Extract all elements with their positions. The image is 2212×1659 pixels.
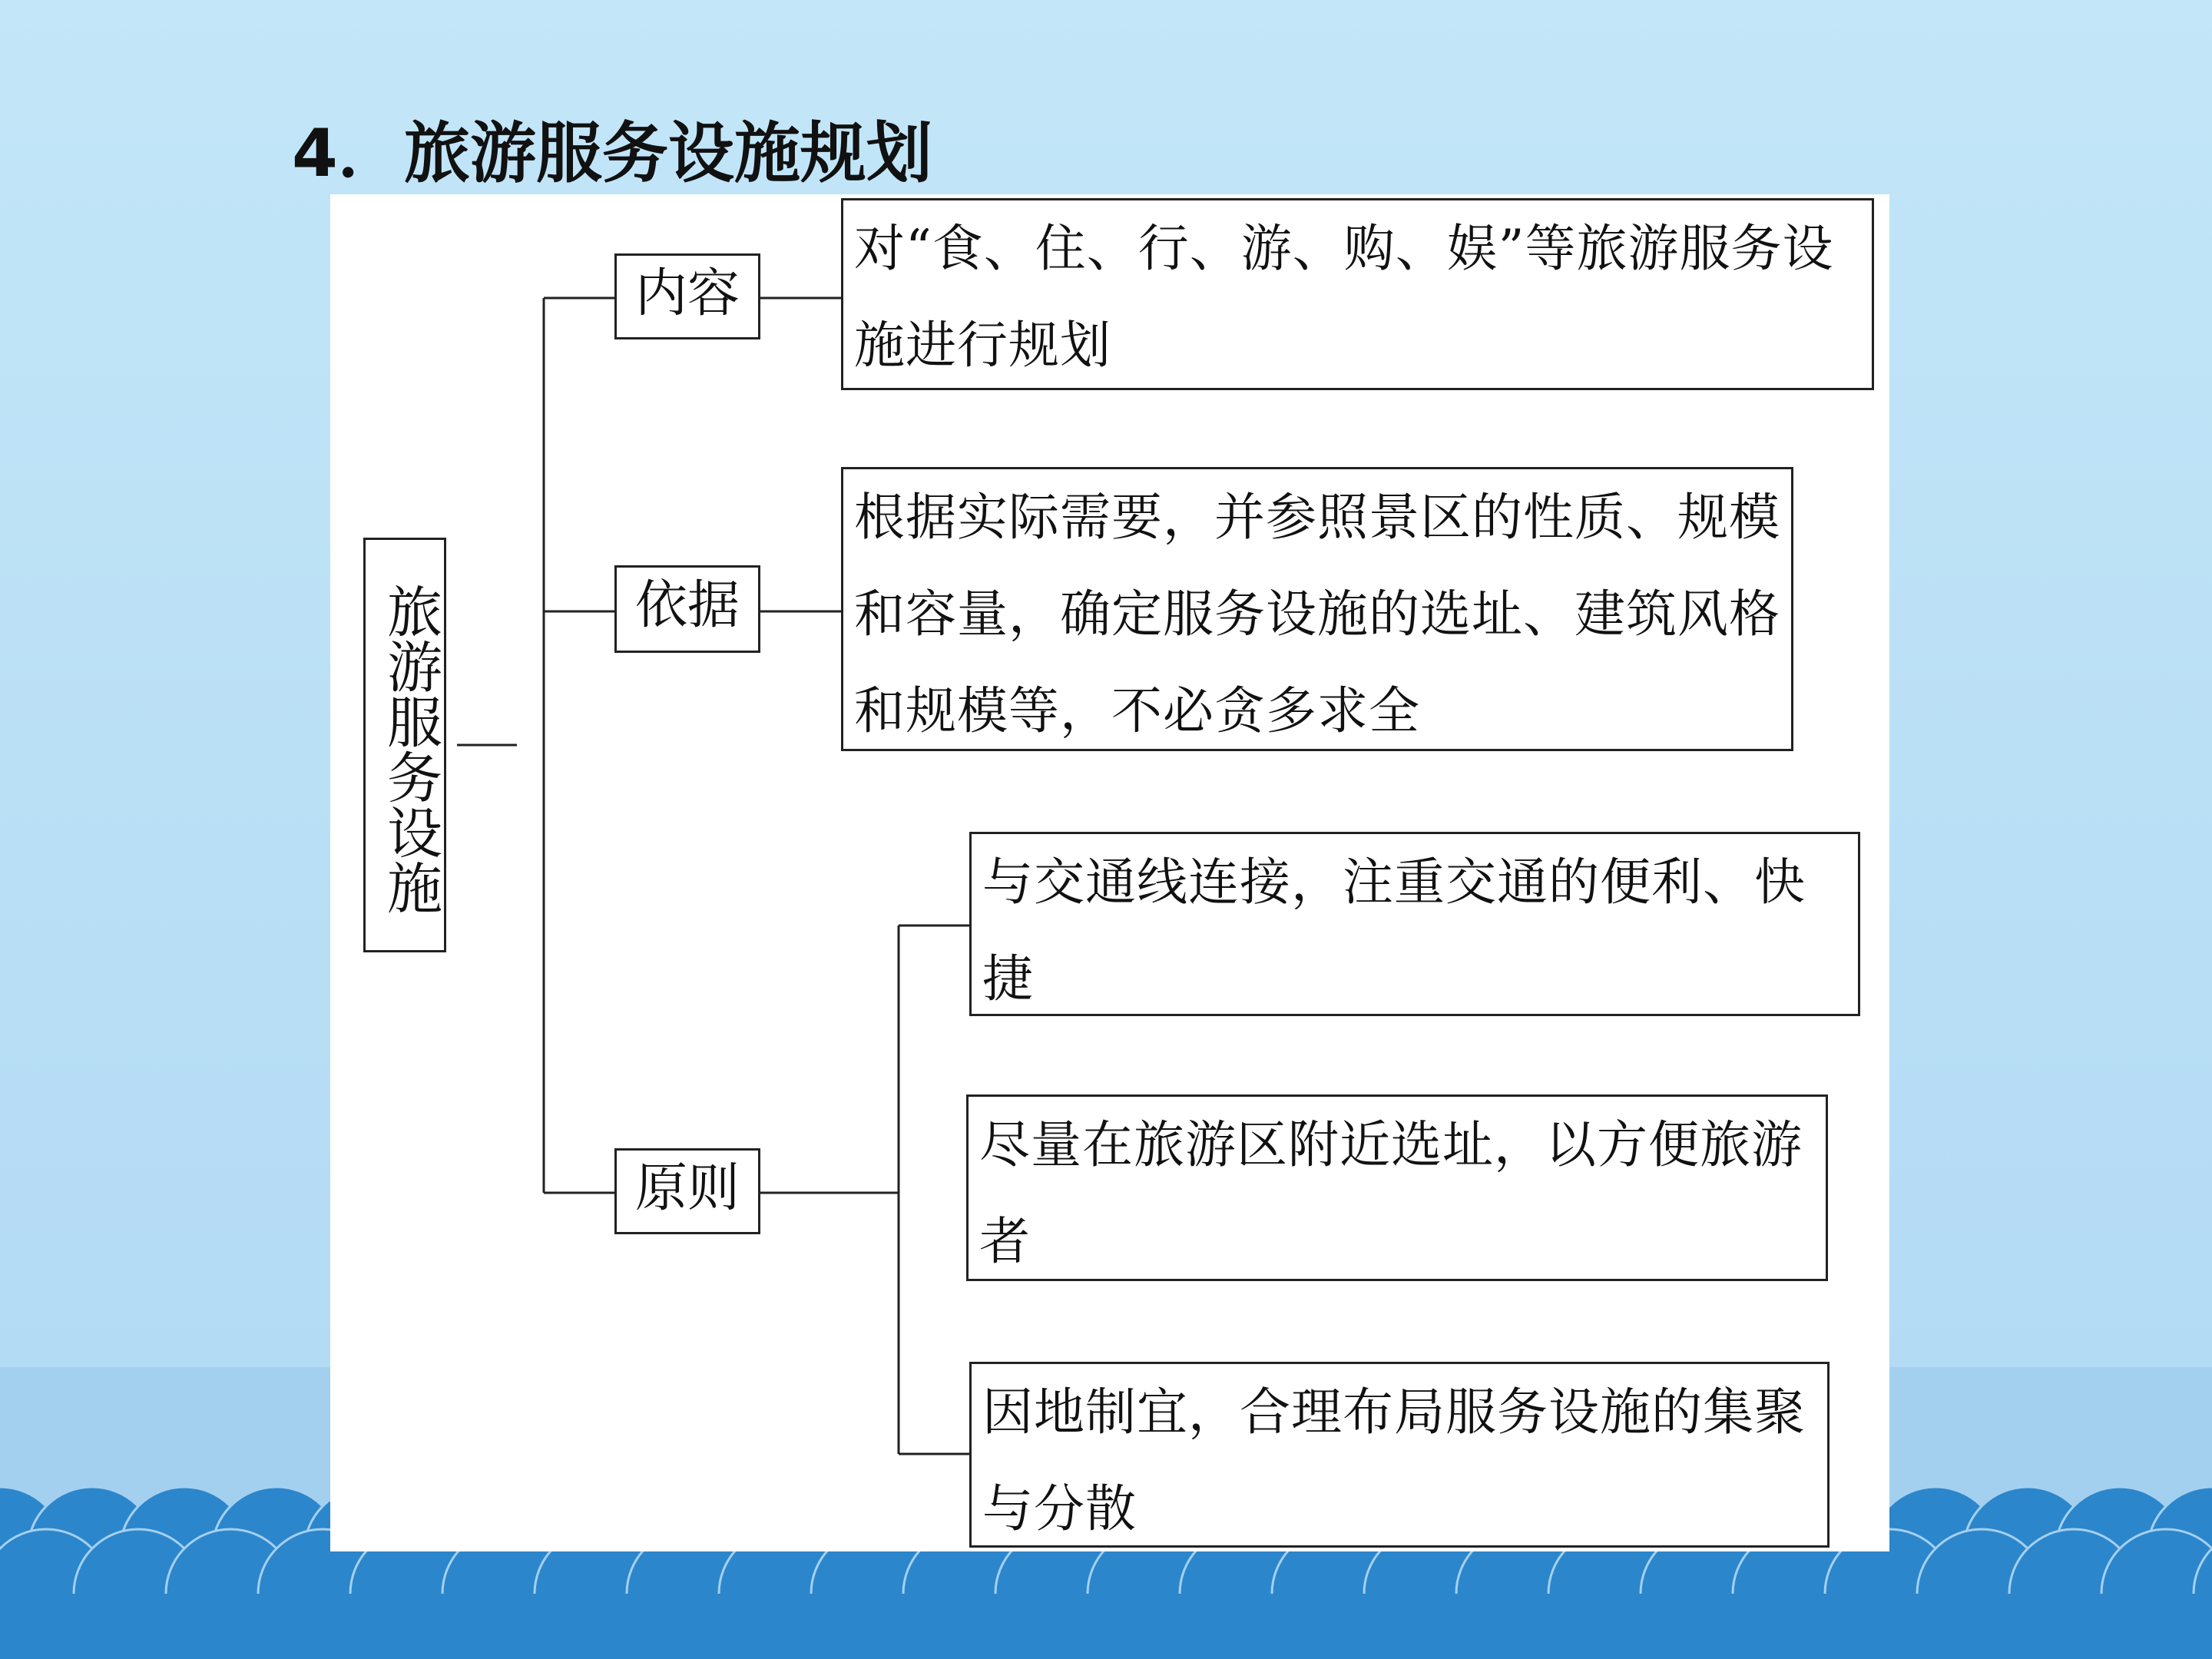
principle-item-1: 与交通线连接，注重交通的便利、快捷 — [969, 832, 1860, 1016]
principle-item-2: 尽量在旅游区附近选址，以方便旅游者 — [966, 1094, 1828, 1281]
branch-content-label: 内容 — [614, 253, 760, 339]
slide-title: 4．旅游服务设施规划 — [292, 115, 932, 192]
wave-base — [0, 1594, 2212, 1659]
branch-basis-label: 依据 — [614, 565, 760, 653]
principle-item-3: 因地制宜，合理布局服务设施的集聚与分散 — [969, 1362, 1830, 1548]
content-item: 对“食、住、行、游、购、娱”等旅游服务设施进行规划 — [841, 198, 1874, 390]
basis-item: 根据实际需要，并参照景区的性质、规模和容量，确定服务设施的选址、建筑风格和规模等，不必贪多求全 — [841, 467, 1793, 751]
diagram-panel — [330, 194, 1889, 1551]
root-node: 旅游服务设施 — [363, 538, 446, 952]
branch-principle-label: 原则 — [614, 1148, 760, 1234]
